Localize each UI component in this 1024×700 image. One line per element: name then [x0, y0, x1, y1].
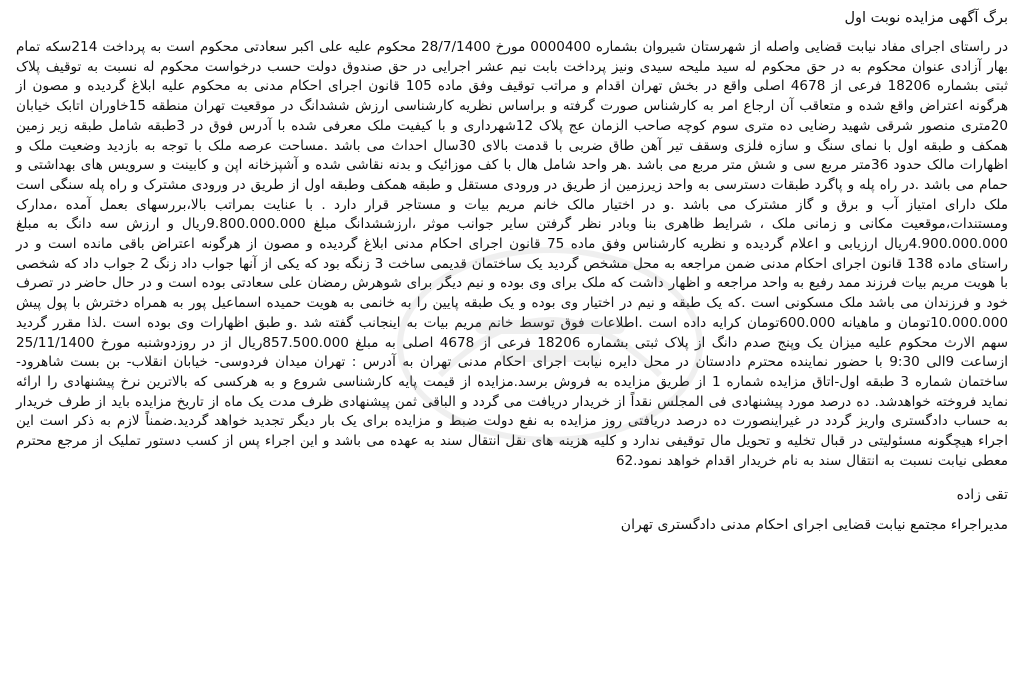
notice-body: در راستای اجرای مفاد نیابت قضایی واصله از شهرستان شیروان بشماره 0000400 مورخ 28/7/1400 محکوم علیه علی اکبر سعادتی محکوم است به پرداخت 214سکه تمام بهار آزادی عنوان محکوم به در حق محکوم له سید ملیحه سیدی ونیز پرداخت بابت نیم عشر اجرایی در حق صندوق دولت حسب درخواست محکوم له نسبت به توقیف پلاک ثبتی بشماره 18206 فرعی از 4678 اصلی واقع در بخش تهران اقدام و مراتب توقیف وفق ماده 105 قانون اجرای احکام مدنی به محکوم علیه ابلاغ گردیده و مصون از هرگونه اعتراض واقع شده و متعاقب آن ارجاع امر به کارشناس صورت گرفته و براساس نظریه کارشناسی ارزش ششدانگ در موقعیت تهران منطقه 15خاوران اتابک خیابان 20متری منصور شرقی شهید رضایی ده متری سوم کوچه صاحب الزمان عج پلاک 12شهرداری و با کیفیت ملک معرفی شده با آدرس فوق در 3طبقه شامل طبقه زیر زمین همکف و طبقه اول با نمای سنگ و سازه فلزی وسقف تیر آهن طاق ضربی با قدمت بالای 30سال احداث می باشد .مساحت عرصه ملک با توجه به بازدید وضعیت ملک و اظهارات مالک حدود 36متر مربع سی و شش متر مربع می باشد .هر واحد شامل هال با کف موزائیک و بدنه نقاشی شده و آشپزخانه اپن و کابینت و سرویس های بهداشتی و حمام می باشد .در راه پله و پاگرد طبقات دسترسی به واحد زیرزمین از طریق در ورودی مستقل و طبقه همکف وطبقه اول از طریق در ورودی مشترک و راه پله سنگی است ملک دارای امتیاز آب و برق و گاز مشترک می باشد .و در اختیار مالک خانم مریم بیات و مستاجر قرار دارد . با عنایت بمراتب بالا،بررسهای بعمل آمده ،مدارک ومستندات،موقعیت مکانی و زمانی ملک ، شرایط ظاهری بنا وبادر نظر گرفتن سایر جوانب موثر ،ارزششدانگ مبلغ 9.800.000.000ریال و ارزش سه دانگ به مبلغ 4.900.000.000ریال ارزیابی و اعلام گردیده و نظریه کارشناس وفق ماده 75 قانون اجرای احکام مدنی ابلاغ گردیده و مصون از هرگونه اعتراض باقی مانده است و در راستای ماده 138 قانون اجرای احکام مدنی ضمن مراجعه به محل مشخص گردید یک ساختمان قدیمی ساخت 3 زنگه بود که یکی از آنها جواب داد زنگ 2 جواب داد که شخصی با هویت مریم بیات فرزند ممد رفیع به واحد مراجعه و اظهار داشت که ملک برای وی بوده و نیم دیگر برای شوهرش رمضان علی سعادتی بوده است و در حال حاضر در تصرف خود و فرزندان می باشد ملک مسکونی است .که یک طبقه و نیم در اختیار وی بوده و یک طبقه پایین را به خانمی به هویت حمیده اسماعیل پور به همراه دخترش با پول پیش 10.000.000تومان و ماهیانه 600.000تومان کرایه داده است .اطلاعات فوق توسط خانم مریم بیات به اینجانب گفته شد .و طبق اظهارات وی بوده است .لذا مقرر گردید سهم الارث محکوم علیه میزان یک وپنج صدم دانگ از پلاک ثبتی بشماره 18206 فرعی از 4678 اصلی به مبلغ 857.500.000ریال از در روزدوشنبه مورخ 25/11/1400 ازساعت 9الی 9:30 با حضور نماینده محترم دادستان در محل دایره نیابت اجرای احکام مدنی تهران به آدرس : تهران میدان فردوسی- خیابان انقلاب- بن بست شاهرود- ساختمان شماره 3 طبقه اول-اتاق مزایده شماره 1 از طریق مزایده به فروش برسد.مزایده از قیمت پایه کارشناسی شروع و به هرکسی که بالاترین نرخ پیشنهادی را ارائه نماید فروخته خواهدشد. ده درصد مورد پیشنهادی فی المجلس نقداً از خریدار دریافت می گردد و الباقی ثمن پیشنهادی ظرف مدت یک ماه از تاریخ مزایده باید از طرف خریدار به حساب دادگستری واریز گردد در غیراینصورت ده درصد دریافتی روز مزایده به نفع دولت ضبط و مزایده برای یک بار دیگر تجدید خواهد گردید.ضمناً لازم به ذکر است این اجراء هیچگونه مسئولیتی در قبال تخلیه و تحویل مال توقیفی ندارد و کلیه هزینه های نقل انتقال سند به عهده می باشد و این اجراء پس از کسب دستور تملیک از مرجع محترم معطی نیابت نسبت به انتقال سند به نام خریدار اقدام خواهد نمود.62 — [16, 39, 1009, 469]
signer-name: تقی زاده — [956, 487, 1008, 504]
issuing-authority: مدیراجراء مجتمع نیابت قضایی اجرای احکام مدنی دادگستری تهران — [620, 517, 1008, 534]
notice-title: برگ آگهی مزایده نوبت اول — [844, 10, 1008, 26]
